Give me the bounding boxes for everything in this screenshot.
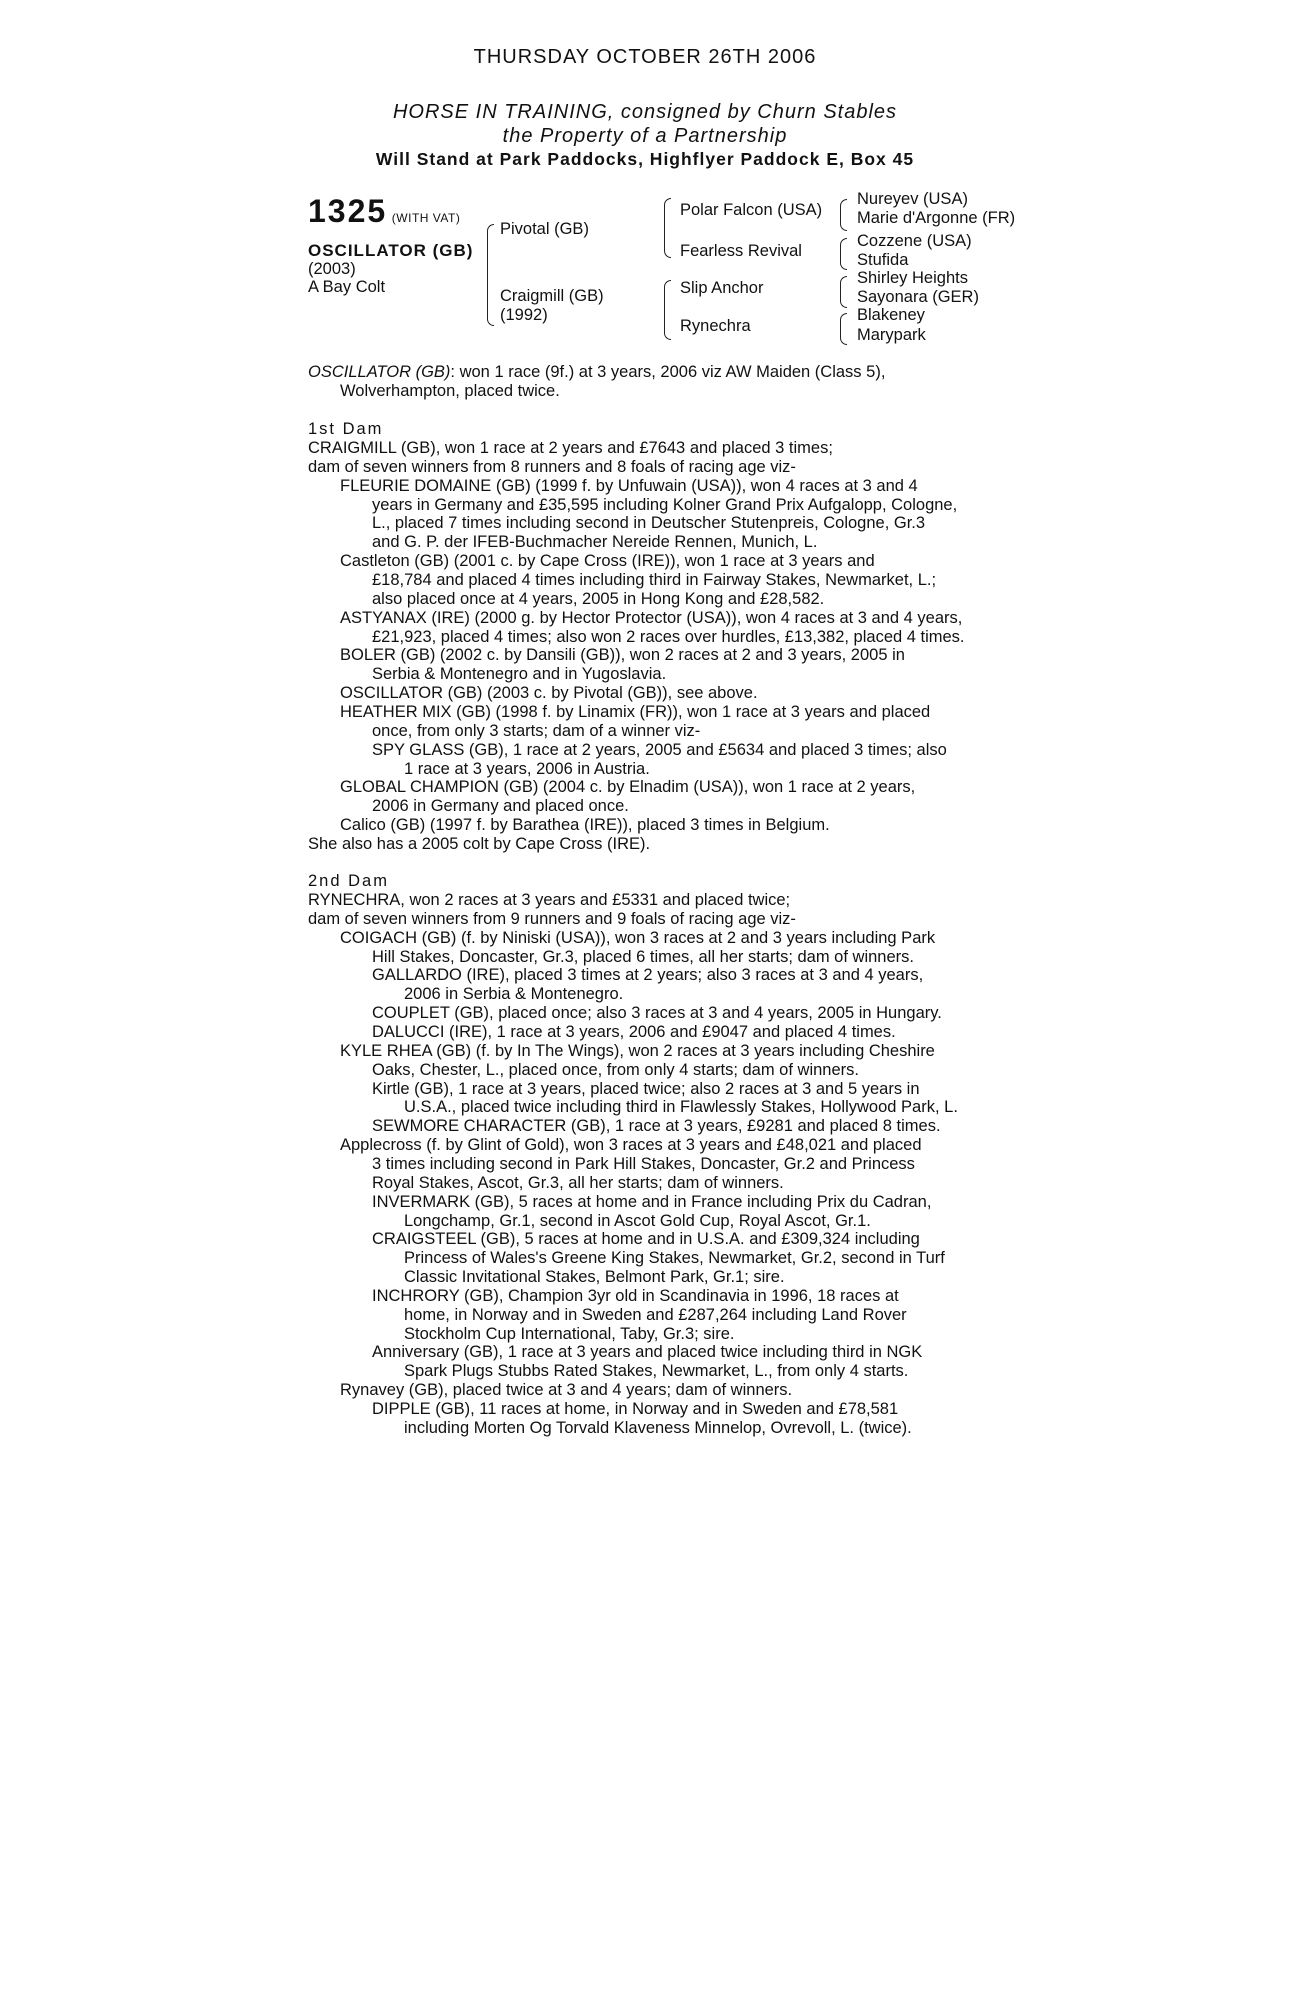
pedigree-entry-line: Royal Stakes, Ascot, Gr.3, all her starts; dam of winners. <box>372 1173 784 1192</box>
pedigree-entry-line: DALUCCI (IRE), 1 race at 3 years, 2006 and £9047 and placed 4 times. <box>372 1023 896 1041</box>
pedigree-entry-line: Kirtle (GB), 1 race at 3 years, placed twice; also 2 races at 3 and 5 years in <box>372 1079 920 1098</box>
dss: Shirley Heights <box>857 269 968 287</box>
foaling-year: (2003) <box>308 260 356 278</box>
pedigree-entry-line: Longchamp, Gr.1, second in Ascot Gold Cup, Royal Ascot, Gr.1. <box>404 1211 871 1230</box>
pedigree-entry-line: Spark Plugs Stubbs Rated Stakes, Newmarket, L., from only 4 starts. <box>404 1362 909 1381</box>
pedigree-entry-line: L., placed 7 times including second in Deutscher Stutenpreis, Cologne, Gr.3 <box>372 514 926 533</box>
pedigree-entry-line: COIGACH (GB) (f. by Niniski (USA)), won 3 races at 2 and 3 years including Park <box>340 928 936 947</box>
pedigree-entry-line: RYNECHRA, won 2 races at 3 years and £5331 and placed twice; <box>308 891 791 909</box>
pedigree-entry-line: £18,784 and placed 4 times including third in Fairway Stakes, Newmarket, L.; <box>372 571 937 589</box>
lot-header <box>308 194 460 228</box>
pedigree-entry-line: dam of seven winners from 9 runners and 9 foals of racing age viz- <box>308 909 796 928</box>
race-summary <box>308 363 885 382</box>
sire-dam: Fearless Revival <box>680 242 802 260</box>
pedigree-entry-line: INCHRORY (GB), Champion 3yr old in Scandinavia in 1996, 18 races at <box>372 1286 899 1305</box>
pedigree-entry-line: GLOBAL CHAMPION (GB) (2004 c. by Elnadim (USA)), won 1 race at 2 years, <box>340 778 916 797</box>
ddd: Marypark <box>857 326 926 344</box>
pedigree-entry-line: SPY GLASS (GB), 1 race at 2 years, 2005 and £5634 and placed 3 times; also <box>372 740 947 759</box>
pedigree-entry-line: Rynavey (GB), placed twice at 3 and 4 years; dam of winners. <box>340 1381 793 1400</box>
pedigree-entry-line: Stockholm Cup International, Taby, Gr.3; sire. <box>404 1324 735 1343</box>
pedigree-brace-3c <box>840 276 847 308</box>
first-dam-heading: 1st Dam <box>308 420 384 438</box>
pedigree-brace-3d <box>840 313 847 345</box>
dsd: Sayonara (GER) <box>857 288 979 306</box>
pedigree-entry-line: years in Germany and £35,595 including Kolner Grand Prix Aufgalopp, Cologne, <box>372 495 958 514</box>
pedigree-entry-line: 2006 in Germany and placed once. <box>372 797 629 816</box>
pedigree-entry-line: Serbia & Montenegro and in Yugoslavia. <box>372 665 667 684</box>
summary-line2: Wolverhampton, placed twice. <box>340 382 560 400</box>
sds: Cozzene (USA) <box>857 232 972 250</box>
pedigree-entry-line: Princess of Wales's Greene King Stakes, Newmarket, Gr.2, second in Turf <box>404 1249 945 1268</box>
pedigree-entry-line: BOLER (GB) (2002 c. by Dansili (GB)), won 2 races at 2 and 3 years, 2005 in <box>340 646 905 665</box>
horse-name: OSCILLATOR (GB) <box>308 241 474 260</box>
pedigree-entry-line: Applecross (f. by Glint of Gold), won 3 races at 3 years and £48,021 and placed <box>340 1136 922 1154</box>
pedigree-entry-line: and G. P. der IFEB-Buchmacher Nereide Rennen, Munich, L. <box>372 533 818 552</box>
dds: Blakeney <box>857 306 925 324</box>
dam-sire: Slip Anchor <box>680 279 764 297</box>
pedigree-entry-line: FLEURIE DOMAINE (GB) (1999 f. by Unfuwain (USA)), won 4 races at 3 and 4 <box>340 476 918 495</box>
pedigree-brace-1 <box>487 224 494 326</box>
pedigree-entry-line: dam of seven winners from 8 runners and 8 foals of racing age viz- <box>308 457 796 476</box>
pedigree-entry-line: KYLE RHEA (GB) (f. by In The Wings), won 2 races at 3 years including Cheshire <box>340 1041 935 1060</box>
sire-name: Pivotal (GB) <box>500 220 589 238</box>
lot-number: 1325 <box>308 193 388 229</box>
pedigree-entry-line: Calico (GB) (1997 f. by Barathea (IRE)), placed 3 times in Belgium. <box>340 816 830 834</box>
pedigree-entry-line: DIPPLE (GB), 11 races at home, in Norway and in Sweden and £78,581 <box>372 1400 899 1418</box>
pedigree-brace-2a <box>664 198 671 258</box>
pedigree-entry-line: Hill Stakes, Doncaster, Gr.3, placed 6 times, all her starts; dam of winners. <box>372 947 914 966</box>
pedigree-entry-line: including Morten Og Torvald Klaveness Minnelop, Ovrevoll, L. (twice). <box>404 1418 912 1437</box>
pedigree-entry-line: INVERMARK (GB), 5 races at home and in France including Prix du Cadran, <box>372 1192 932 1211</box>
pedigree-entry-line: ASTYANAX (IRE) (2000 g. by Hector Protector (USA)), won 4 races at 3 and 4 years, <box>340 608 963 627</box>
dam-dam: Rynechra <box>680 317 751 335</box>
sdd: Stufida <box>857 251 909 269</box>
consignor-line: HORSE IN TRAINING, consigned by Churn Stables <box>392 101 898 123</box>
second-dam-heading: 2nd Dam <box>308 872 389 890</box>
pedigree-entry-line: HEATHER MIX (GB) (1998 f. by Linamix (FR)), won 1 race at 3 years and placed <box>340 702 931 721</box>
pedigree-entry-line: £21,923, placed 4 times; also won 2 races over hurdles, £13,382, placed 4 times. <box>372 627 965 646</box>
dam-name: Craigmill (GB) <box>500 287 604 305</box>
pedigree-entry-line: She also has a 2005 colt by Cape Cross (IRE). <box>308 834 651 853</box>
pedigree-entry-line: CRAIGSTEEL (GB), 5 races at home and in U.S.A. and £309,324 including <box>372 1230 920 1249</box>
pedigree-entry-line: 2006 in Serbia & Montenegro. <box>404 985 624 1004</box>
pedigree-entry-line: COUPLET (GB), placed once; also 3 races at 3 and 4 years, 2005 in Hungary. <box>372 1004 942 1023</box>
pedigree-entry-line: Anniversary (GB), 1 race at 3 years and placed twice including third in NGK <box>372 1343 923 1362</box>
pedigree-entry-line: 1 race at 3 years, 2006 in Austria. <box>404 759 650 778</box>
ssd: Marie d'Argonne (FR) <box>857 209 1016 227</box>
sire-sire: Polar Falcon (USA) <box>680 201 823 219</box>
property-line: the Property of a Partnership <box>502 125 788 147</box>
pedigree-entry-line: OSCILLATOR (GB) (2003 c. by Pivotal (GB)), see above. <box>340 684 758 702</box>
horse-description: A Bay Colt <box>308 278 386 296</box>
pedigree-entry-line: Classic Invitational Stakes, Belmont Park, Gr.1; sire. <box>404 1268 785 1286</box>
stand-location: Will Stand at Park Paddocks, Highflyer Paddock E, Box 45 <box>375 149 915 169</box>
dam-year: (1992) <box>500 306 548 324</box>
pedigree-entry-line: U.S.A., placed twice including third in Flawlessly Stakes, Hollywood Park, L. <box>404 1098 958 1117</box>
pedigree-brace-3b <box>840 238 847 270</box>
pedigree-entry-line: home, in Norway and in Sweden and £287,264 including Land Rover <box>404 1305 907 1324</box>
pedigree-entry-line: SEWMORE CHARACTER (GB), 1 race at 3 years, £9281 and placed 8 times. <box>372 1117 941 1136</box>
pedigree-entry-line: once, from only 3 starts; dam of a winner viz- <box>372 721 701 740</box>
pedigree-entry-line: CRAIGMILL (GB), won 1 race at 2 years and £7643 and placed 3 times; <box>308 439 833 457</box>
pedigree-brace-2b <box>664 280 671 340</box>
sss: Nureyev (USA) <box>857 190 968 208</box>
pedigree-entry-line: also placed once at 4 years, 2005 in Hong Kong and £28,582. <box>372 589 825 608</box>
pedigree-entry-line: 3 times including second in Park Hill Stakes, Doncaster, Gr.2 and Princess <box>372 1154 915 1173</box>
pedigree-entry-line: GALLARDO (IRE), placed 3 times at 2 years; also 3 races at 3 and 4 years, <box>372 966 924 985</box>
summary-horse: OSCILLATOR (GB) <box>308 363 451 381</box>
vat-label: (WITH VAT) <box>391 211 461 225</box>
pedigree-brace-3a <box>840 199 847 231</box>
summary-text: : won 1 race (9f.) at 3 years, 2006 viz AW Maiden (Class 5), <box>450 363 886 381</box>
sale-date: THURSDAY OCTOBER 26TH 2006 <box>473 46 817 68</box>
pedigree-entry-line: Oaks, Chester, L., placed once, from only 4 starts; dam of winners. <box>372 1060 859 1079</box>
pedigree-entry-line: Castleton (GB) (2001 c. by Cape Cross (IRE)), won 1 race at 3 years and <box>340 552 875 571</box>
